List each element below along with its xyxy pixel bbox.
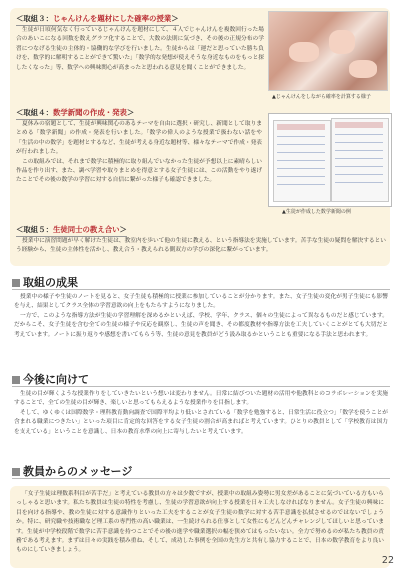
newspaper-line: [277, 176, 325, 177]
hand-shape: [329, 30, 355, 54]
divider: [12, 289, 390, 290]
newspaper-line: [277, 136, 325, 137]
results-paragraph-2: 一方で、このような指導方法が生徒の学習理解を深めるかといえば、学校、学年、クラス、個々の生徒によって異なるものだと感じています。だからこそ、女子生徒を含む全ての生徒の様子や反応を観察し、生徒の声を聞き、その都度教材や指導方法を工夫していくことがとても大切だと考えています。ノートに振り返りや感想を書いてもらう等、生徒の意見を教員がどう汲み取るかということも重要になる手法と思われます。: [14, 312, 388, 338]
results-text: [14, 293, 388, 340]
newspaper-line: [335, 158, 383, 159]
activity-5-heading: [16, 224, 127, 237]
newspaper-header: [277, 124, 325, 130]
activity-4-text: [16, 120, 262, 186]
activity-4-paragraph-1: 夏休みの宿題として、生徒が興味関心のあるテーマを自由に選択・研究し、新聞として取りまとめる「数学新聞」の作成・発表を行いました。「数学の偉人のような授業で扱わない話をや「生活の中の数学」を題材とするなど、生徒が考える身近な題材等、様々なテーマで作成・発表が行われました。: [16, 121, 262, 156]
results-heading: [12, 274, 78, 290]
math-newspaper-caption: ▲生徒が作成した数学新聞の例: [282, 209, 351, 215]
activity-5-text: [16, 237, 386, 256]
janken-photo: [268, 11, 388, 91]
activity-4-title: 数学新聞の作成・発表: [52, 108, 127, 117]
results-title: 取組の成果: [23, 276, 78, 289]
activity-5-paragraph: 授業中に演習問題が早く解けた生徒は、教室内を歩いて他の生徒に教える、という指導法を実施しています。苦手な生徒の疑問を解決するという経験から、生徒の主体性を活かし、教え合う・教えられる側双方の学びの深化に繋がっています。: [16, 238, 386, 254]
math-newspaper-image: [268, 113, 392, 207]
future-paragraph-1: 生徒の目が輝くような授業作りをしていきたいという想いは変わりません。日常に結びついた題材の活用や他教科とのコラボレーションを実施することで、全ての生徒の目が輝き、楽しいと思ってもらえるような授業作りを目指します。: [14, 391, 388, 407]
newspaper-sheet: [331, 118, 389, 202]
page-number: 22: [381, 555, 394, 566]
newspaper-line: [277, 144, 325, 145]
activity-5-title: 生徒同士の教え合い: [52, 225, 120, 234]
section-square-icon: [12, 468, 20, 476]
message-heading: [12, 463, 132, 479]
activity-3-text: [16, 26, 264, 73]
activity-4-paragraph-2: この取組みでは、それまで数学に積極的に取り組んでいなかった生徒が予想以上に素晴らしい作品を作り出す、また、調べ学習や取りまとめを得意とする女子生徒には、この活動をやり遂げたことでその後の数学の学習に対する自信に繋がった様子も確認できました。: [16, 158, 262, 184]
future-text: [14, 390, 388, 437]
activity-3-title: じゃんけんを題材にした確率の授業: [52, 14, 172, 23]
activity-5-tail: ＞: [119, 225, 127, 234]
newspaper-line: [335, 134, 383, 135]
future-title: 今後に向けて: [23, 373, 89, 386]
hand-shape: [349, 60, 377, 78]
message-paragraph: 「女子生徒は理数系科目が苦手だ」と考えている教員の方々は少数ですが、授業中の取組み姿勢に男女差があることに気づいている方もいらっしゃると思います。私たち教員は生徒の特性を考慮し、生徒の学習意欲が向上する授業を日々工夫しなければなりません。女子生徒の興味に目を向ける指導や、教の生徒に対する意識作りといった工夫をすることが女子生徒の数学に対する苦手意識を払拭させるのではないでしょうか。特に、研究職や技術職など理工系の専門性の高い職業は、一生続けられる仕事として女性にもどんどんチャレンジしてほしいと思っています。生徒が中学校段階で数学に苦手意識を持つことでその後の進学や職業選択の幅を狭めてはもったいない。全力で努めるのが私たち教員の責務である考えます。まずは日々の実践を積み重ね、そして、成功した事例を全国の先生方と共有し協力することで、日本の数学教育をより良いものにしていきましょう。: [16, 491, 384, 554]
newspaper-line: [277, 184, 325, 185]
activity-4-heading: [16, 107, 134, 120]
divider: [12, 478, 390, 479]
newspaper-line: [335, 142, 383, 143]
message-text: [16, 490, 384, 556]
newspaper-header: [335, 122, 383, 128]
future-heading: [12, 371, 89, 387]
activity-4-label: ＜取組４：: [16, 108, 53, 117]
message-title: 教員からのメッセージ: [23, 465, 133, 478]
newspaper-line: [277, 160, 325, 161]
newspaper-sheet: [273, 120, 331, 202]
results-paragraph-1: 授業中の様子や生徒のノートを見ると、女子生徒も積極的に授業に参加していることが分かります。また、女子生徒の変化が男子生徒にも影響を与え、結果としてクラス全体の学習意欲の向上をもたらすようになりました。: [14, 294, 388, 310]
future-paragraph-2: そして、ゆくゆくは国際数学・理科教育動向調査で国際平均より低いとされている「数学を勉強すると、日常生活に役立つ」「数学を使うことが含まれる職業につきたい」といった項目に肯定的な回答をする女子生徒の割合が高まればと考えています。ひとりの教員として「学校教育は国力を支えている」ということを意識し、日本の教育水準の向上に寄与したいと考えています。: [14, 409, 388, 435]
activity-3-heading: [16, 13, 179, 26]
section-square-icon: [12, 279, 20, 287]
newspaper-line: [335, 174, 383, 175]
janken-photo-caption: ▲じゃんけんをしながら確率を計算する様子: [272, 94, 371, 100]
newspaper-line: [277, 168, 325, 169]
newspaper-line: [335, 150, 383, 151]
section-square-icon: [12, 376, 20, 384]
activity-3-tail: ＞: [171, 14, 179, 23]
newspaper-line: [335, 166, 383, 167]
newspaper-line: [277, 152, 325, 153]
activity-5-label: ＜取組５：: [16, 225, 53, 234]
newspaper-line: [335, 182, 383, 183]
activity-3-label: ＜取組３：: [16, 14, 53, 23]
divider: [12, 386, 390, 387]
activity-4-tail: ＞: [126, 108, 135, 117]
hand-shape: [289, 42, 319, 62]
activity-3-paragraph: 生徒が日頃何気なく行っているじゃんけんを題材にして、４人でじゃんけんを複数回行った場合のあいこになる回数を数えグラフ化することで、大数の法則に気づき、その後の正規分布の学習につなげる生徒の主体的・協働的な学びを行いました。生徒からは「運だと思っていた勝ち負けを、数学的に解明することができて驚いた」「数学的な発想が使えそうな身近なものをもっと探したくなった」等、数学への興味関心が高まったと思われる意見を聞くことができました。: [16, 27, 264, 71]
